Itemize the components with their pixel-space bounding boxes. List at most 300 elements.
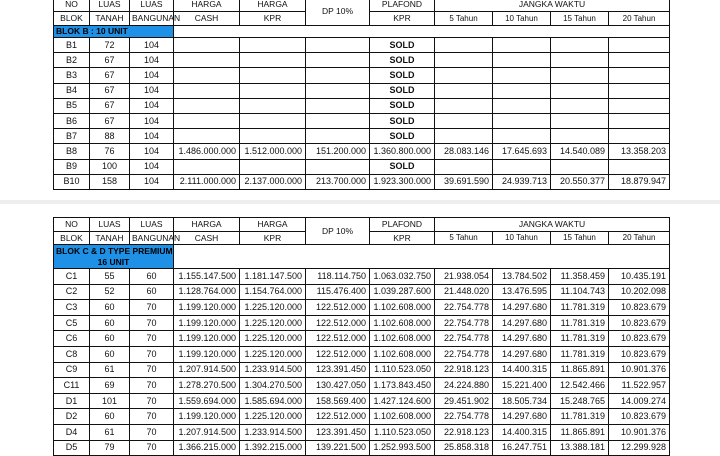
cell-luas-tanah: 61 xyxy=(90,424,130,440)
cell-15-tahun: 14.540.089 xyxy=(551,144,609,159)
price-table-blok-c-d xyxy=(53,217,670,456)
cell-no: B6 xyxy=(54,113,90,128)
block-title: BLOK B : 10 UNIT xyxy=(54,26,174,38)
cell-dp: 151.200.000 xyxy=(306,144,370,159)
cell-luas-tanah: 72 xyxy=(90,38,130,53)
header-blok: BLOK xyxy=(54,12,90,26)
cell-15-tahun: 13.388.181 xyxy=(551,440,609,456)
table-row xyxy=(54,53,670,68)
cell-10-tahun: 15.221.400 xyxy=(493,378,551,394)
table-row xyxy=(54,129,670,144)
cell-10-tahun xyxy=(493,68,551,83)
cell-15-tahun xyxy=(551,159,609,174)
cell-dp: 122.512.000 xyxy=(306,300,370,316)
header-luas-tanah: LUAS xyxy=(90,0,130,12)
cell-15-tahun: 11.358.459 xyxy=(551,269,609,285)
cell-harga-cash xyxy=(174,159,240,174)
cell-harga-cash xyxy=(174,129,240,144)
table-row xyxy=(54,83,670,98)
cell-5-tahun xyxy=(435,129,493,144)
table-row xyxy=(54,300,670,316)
cell-luas-tanah: 79 xyxy=(90,440,130,456)
cell-dp: 122.512.000 xyxy=(306,331,370,347)
cell-luas-bangunan: 104 xyxy=(130,53,174,68)
header-10-tahun: 10 Tahun xyxy=(493,232,551,245)
cell-20-tahun: 14.009.274 xyxy=(609,393,670,409)
cell-harga-cash xyxy=(174,68,240,83)
cell-5-tahun: 22.754.778 xyxy=(435,315,493,331)
cell-15-tahun: 11.781.319 xyxy=(551,315,609,331)
header-cash: CASH xyxy=(174,232,240,245)
cell-10-tahun xyxy=(493,98,551,113)
cell-harga-kpr: 1.154.764.000 xyxy=(240,284,306,300)
cell-5-tahun: 22.754.778 xyxy=(435,346,493,362)
cell-20-tahun: 10.901.376 xyxy=(609,424,670,440)
cell-luas-bangunan: 60 xyxy=(130,284,174,300)
cell-luas-tanah: 60 xyxy=(90,315,130,331)
cell-15-tahun: 11.781.319 xyxy=(551,300,609,316)
cell-plafond-kpr: SOLD xyxy=(370,53,435,68)
table-row xyxy=(54,68,670,83)
cell-dp xyxy=(306,53,370,68)
cell-20-tahun: 10.823.679 xyxy=(609,331,670,347)
cell-harga-kpr: 1.512.000.000 xyxy=(240,144,306,159)
cell-harga-cash: 1.155.147.500 xyxy=(174,269,240,285)
cell-harga-cash xyxy=(174,53,240,68)
cell-20-tahun xyxy=(609,98,670,113)
header-no: NO xyxy=(54,0,90,12)
block-title-line-1: BLOK C & D TYPE PREMIUM xyxy=(56,245,173,256)
cell-no: C2 xyxy=(54,284,90,300)
cell-harga-kpr xyxy=(240,159,306,174)
header-15-tahun: 15 Tahun xyxy=(551,232,609,245)
cell-dp: 115.476.400 xyxy=(306,284,370,300)
cell-5-tahun: 22.918.123 xyxy=(435,362,493,378)
cell-15-tahun: 12.542.466 xyxy=(551,378,609,394)
cell-plafond-kpr: 1.923.300.000 xyxy=(370,174,435,189)
cell-no: C5 xyxy=(54,315,90,331)
cell-no: C9 xyxy=(54,362,90,378)
cell-10-tahun: 14.400.315 xyxy=(493,424,551,440)
cell-luas-bangunan: 104 xyxy=(130,129,174,144)
cell-dp: 130.427.050 xyxy=(306,378,370,394)
cell-luas-tanah: 88 xyxy=(90,129,130,144)
cell-harga-cash: 1.199.120.000 xyxy=(174,409,240,425)
cell-luas-bangunan: 70 xyxy=(130,300,174,316)
cell-luas-bangunan: 104 xyxy=(130,98,174,113)
price-table-blok-b xyxy=(53,0,670,190)
cell-plafond-kpr: 1.360.800.000 xyxy=(370,144,435,159)
cell-luas-bangunan: 70 xyxy=(130,362,174,378)
cell-5-tahun xyxy=(435,38,493,53)
cell-plafond-kpr: 1.252.993.500 xyxy=(370,440,435,456)
cell-luas-tanah: 67 xyxy=(90,98,130,113)
cell-10-tahun xyxy=(493,159,551,174)
header-jangka-waktu: JANGKA WAKTU xyxy=(435,218,670,232)
table-row xyxy=(54,284,670,300)
cell-dp: 213.700.000 xyxy=(306,174,370,189)
cell-10-tahun xyxy=(493,83,551,98)
header-5-tahun: 5 Tahun xyxy=(435,232,493,245)
cell-20-tahun: 12.299.928 xyxy=(609,440,670,456)
cell-dp xyxy=(306,98,370,113)
cell-5-tahun: 39.691.590 xyxy=(435,174,493,189)
cell-no: C11 xyxy=(54,378,90,394)
cell-luas-tanah: 60 xyxy=(90,300,130,316)
cell-harga-cash: 1.199.120.000 xyxy=(174,346,240,362)
cell-plafond-kpr: 1.102.608.000 xyxy=(370,300,435,316)
cell-harga-kpr: 1.225.120.000 xyxy=(240,315,306,331)
table-row xyxy=(54,38,670,53)
cell-15-tahun xyxy=(551,83,609,98)
cell-no: D5 xyxy=(54,440,90,456)
cell-luas-tanah: 67 xyxy=(90,83,130,98)
cell-5-tahun: 21.448.020 xyxy=(435,284,493,300)
cell-20-tahun: 10.823.679 xyxy=(609,300,670,316)
cell-plafond-kpr: SOLD xyxy=(370,38,435,53)
cell-dp: 122.512.000 xyxy=(306,409,370,425)
cell-10-tahun: 14.297.680 xyxy=(493,346,551,362)
cell-luas-tanah: 158 xyxy=(90,174,130,189)
cell-10-tahun: 14.400.315 xyxy=(493,362,551,378)
cell-15-tahun: 11.865.891 xyxy=(551,424,609,440)
cell-10-tahun: 16.247.751 xyxy=(493,440,551,456)
cell-plafond-kpr: 1.102.608.000 xyxy=(370,315,435,331)
cell-harga-cash: 1.366.215.000 xyxy=(174,440,240,456)
cell-5-tahun xyxy=(435,83,493,98)
cell-luas-tanah: 60 xyxy=(90,346,130,362)
cell-dp xyxy=(306,129,370,144)
header-cash: CASH xyxy=(174,12,240,26)
cell-10-tahun xyxy=(493,53,551,68)
cell-no: B1 xyxy=(54,38,90,53)
cell-dp: 139.221.500 xyxy=(306,440,370,456)
cell-10-tahun: 13.784.502 xyxy=(493,269,551,285)
cell-15-tahun: 11.865.891 xyxy=(551,362,609,378)
header-luas-bangunan: LUAS xyxy=(130,0,174,12)
table-row xyxy=(54,98,670,113)
cell-dp: 123.391.450 xyxy=(306,424,370,440)
cell-5-tahun xyxy=(435,159,493,174)
header-harga-kpr: HARGA xyxy=(240,0,306,12)
header-jangka-waktu: JANGKA WAKTU xyxy=(435,0,670,12)
cell-20-tahun: 10.901.376 xyxy=(609,362,670,378)
cell-harga-kpr xyxy=(240,113,306,128)
cell-15-tahun: 11.104.743 xyxy=(551,284,609,300)
cell-15-tahun xyxy=(551,113,609,128)
cell-20-tahun: 10.823.679 xyxy=(609,346,670,362)
table-row xyxy=(54,378,670,394)
cell-5-tahun xyxy=(435,68,493,83)
table-row xyxy=(54,159,670,174)
header-20-tahun: 20 Tahun xyxy=(609,232,670,245)
cell-luas-tanah: 52 xyxy=(90,284,130,300)
cell-plafond-kpr: 1.102.608.000 xyxy=(370,331,435,347)
table-row xyxy=(54,362,670,378)
cell-10-tahun: 14.297.680 xyxy=(493,409,551,425)
cell-harga-kpr: 1.585.694.000 xyxy=(240,393,306,409)
cell-luas-bangunan: 104 xyxy=(130,144,174,159)
cell-harga-kpr: 1.225.120.000 xyxy=(240,409,306,425)
cell-harga-kpr: 1.225.120.000 xyxy=(240,346,306,362)
cell-harga-kpr: 1.181.147.500 xyxy=(240,269,306,285)
header-plafond: PLAFOND xyxy=(370,218,435,232)
cell-harga-cash xyxy=(174,83,240,98)
cell-no: D4 xyxy=(54,424,90,440)
cell-luas-bangunan: 60 xyxy=(130,269,174,285)
cell-dp xyxy=(306,159,370,174)
table-row xyxy=(54,440,670,456)
cell-harga-cash xyxy=(174,38,240,53)
cell-luas-tanah: 67 xyxy=(90,53,130,68)
cell-10-tahun: 17.645.693 xyxy=(493,144,551,159)
table-row xyxy=(54,113,670,128)
cell-10-tahun xyxy=(493,129,551,144)
cell-no: D2 xyxy=(54,409,90,425)
cell-5-tahun: 24.224.880 xyxy=(435,378,493,394)
cell-20-tahun xyxy=(609,113,670,128)
cell-harga-kpr xyxy=(240,83,306,98)
header-plafond: PLAFOND xyxy=(370,0,435,12)
cell-15-tahun: 20.550.377 xyxy=(551,174,609,189)
header-10-tahun: 10 Tahun xyxy=(493,12,551,26)
cell-5-tahun xyxy=(435,113,493,128)
header-harga-cash: HARGA xyxy=(174,0,240,12)
cell-plafond-kpr: SOLD xyxy=(370,68,435,83)
header-plafond-kpr: KPR xyxy=(370,12,435,26)
table-row xyxy=(54,331,670,347)
cell-luas-bangunan: 70 xyxy=(130,440,174,456)
cell-luas-bangunan: 70 xyxy=(130,409,174,425)
cell-5-tahun: 28.083.146 xyxy=(435,144,493,159)
cell-harga-kpr xyxy=(240,38,306,53)
cell-luas-tanah: 67 xyxy=(90,68,130,83)
cell-no: B2 xyxy=(54,53,90,68)
cell-harga-cash: 1.207.914.500 xyxy=(174,362,240,378)
cell-5-tahun: 29.451.902 xyxy=(435,393,493,409)
cell-plafond-kpr: SOLD xyxy=(370,83,435,98)
cell-luas-tanah: 100 xyxy=(90,159,130,174)
cell-luas-bangunan: 104 xyxy=(130,159,174,174)
cell-harga-kpr: 1.225.120.000 xyxy=(240,300,306,316)
cell-luas-bangunan: 70 xyxy=(130,315,174,331)
header-20-tahun: 20 Tahun xyxy=(609,12,670,26)
header-dp: DP 10% xyxy=(306,218,370,245)
header-luas-tanah: LUAS xyxy=(90,218,130,232)
cell-luas-bangunan: 104 xyxy=(130,68,174,83)
cell-harga-cash: 1.278.270.500 xyxy=(174,378,240,394)
cell-20-tahun: 10.435.191 xyxy=(609,269,670,285)
cell-harga-cash: 1.199.120.000 xyxy=(174,300,240,316)
cell-luas-bangunan: 70 xyxy=(130,346,174,362)
cell-harga-kpr xyxy=(240,68,306,83)
cell-5-tahun xyxy=(435,53,493,68)
cell-dp: 122.512.000 xyxy=(306,315,370,331)
cell-10-tahun: 14.297.680 xyxy=(493,300,551,316)
cell-plafond-kpr: 1.110.523.050 xyxy=(370,362,435,378)
cell-harga-cash: 2.111.000.000 xyxy=(174,174,240,189)
cell-harga-kpr: 1.304.270.500 xyxy=(240,378,306,394)
cell-no: B3 xyxy=(54,68,90,83)
cell-plafond-kpr: SOLD xyxy=(370,129,435,144)
cell-no: B4 xyxy=(54,83,90,98)
table-row xyxy=(54,424,670,440)
cell-10-tahun: 13.476.595 xyxy=(493,284,551,300)
cell-luas-bangunan: 104 xyxy=(130,38,174,53)
cell-5-tahun xyxy=(435,98,493,113)
cell-20-tahun: 10.823.679 xyxy=(609,315,670,331)
cell-no: D1 xyxy=(54,393,90,409)
cell-dp xyxy=(306,68,370,83)
cell-5-tahun: 21.938.054 xyxy=(435,269,493,285)
cell-luas-bangunan: 104 xyxy=(130,83,174,98)
cell-20-tahun xyxy=(609,129,670,144)
cell-luas-tanah: 67 xyxy=(90,113,130,128)
cell-luas-tanah: 76 xyxy=(90,144,130,159)
cell-10-tahun xyxy=(493,38,551,53)
cell-luas-bangunan: 70 xyxy=(130,424,174,440)
header-15-tahun: 15 Tahun xyxy=(551,12,609,26)
cell-dp xyxy=(306,83,370,98)
cell-15-tahun: 11.781.319 xyxy=(551,409,609,425)
header-dp: DP 10% xyxy=(306,0,370,26)
cell-20-tahun xyxy=(609,159,670,174)
cell-plafond-kpr: 1.110.523.050 xyxy=(370,424,435,440)
cell-dp xyxy=(306,113,370,128)
cell-15-tahun xyxy=(551,38,609,53)
cell-harga-cash: 1.199.120.000 xyxy=(174,331,240,347)
header-5-tahun: 5 Tahun xyxy=(435,12,493,26)
cell-15-tahun: 11.781.319 xyxy=(551,331,609,347)
header-tanah: TANAH xyxy=(90,232,130,245)
cell-15-tahun xyxy=(551,53,609,68)
cell-plafond-kpr: 1.427.124.600 xyxy=(370,393,435,409)
cell-dp: 118.114.750 xyxy=(306,269,370,285)
cell-harga-cash xyxy=(174,113,240,128)
cell-harga-kpr xyxy=(240,53,306,68)
cell-luas-bangunan: 104 xyxy=(130,174,174,189)
cell-20-tahun: 10.202.098 xyxy=(609,284,670,300)
cell-no: B9 xyxy=(54,159,90,174)
cell-luas-tanah: 55 xyxy=(90,269,130,285)
header-tanah: TANAH xyxy=(90,12,130,26)
cell-plafond-kpr: 1.063.032.750 xyxy=(370,269,435,285)
table-row xyxy=(54,269,670,285)
cell-5-tahun: 25.858.318 xyxy=(435,440,493,456)
header-kpr: KPR xyxy=(240,12,306,26)
header-blok: BLOK xyxy=(54,232,90,245)
header-luas-bangunan: LUAS xyxy=(130,218,174,232)
table-row xyxy=(54,144,670,159)
cell-luas-tanah: 60 xyxy=(90,331,130,347)
cell-5-tahun: 22.754.778 xyxy=(435,300,493,316)
header-bangunan: BANGUNAN xyxy=(130,12,174,26)
cell-harga-cash xyxy=(174,98,240,113)
header-harga-kpr: HARGA xyxy=(240,218,306,232)
cell-dp: 123.391.450 xyxy=(306,362,370,378)
cell-harga-cash: 1.128.764.000 xyxy=(174,284,240,300)
cell-15-tahun: 11.781.319 xyxy=(551,346,609,362)
cell-10-tahun: 24.939.713 xyxy=(493,174,551,189)
header-plafond-kpr: KPR xyxy=(370,232,435,245)
cell-15-tahun: 15.248.765 xyxy=(551,393,609,409)
cell-10-tahun: 18.505.734 xyxy=(493,393,551,409)
cell-20-tahun: 10.823.679 xyxy=(609,409,670,425)
cell-plafond-kpr: SOLD xyxy=(370,98,435,113)
table-row xyxy=(54,409,670,425)
cell-dp: 122.512.000 xyxy=(306,346,370,362)
cell-luas-tanah: 61 xyxy=(90,362,130,378)
cell-plafond-kpr: 1.102.608.000 xyxy=(370,346,435,362)
cell-no: C1 xyxy=(54,269,90,285)
cell-plafond-kpr: SOLD xyxy=(370,159,435,174)
header-bangunan: BANGUNAN xyxy=(130,232,174,245)
cell-5-tahun: 22.754.778 xyxy=(435,409,493,425)
cell-20-tahun: 18.879.947 xyxy=(609,174,670,189)
cell-10-tahun xyxy=(493,113,551,128)
cell-harga-cash: 1.559.694.000 xyxy=(174,393,240,409)
cell-luas-bangunan: 104 xyxy=(130,113,174,128)
cell-harga-kpr: 1.233.914.500 xyxy=(240,362,306,378)
cell-harga-kpr: 1.233.914.500 xyxy=(240,424,306,440)
cell-no: C6 xyxy=(54,331,90,347)
cell-luas-bangunan: 70 xyxy=(130,393,174,409)
cell-15-tahun xyxy=(551,68,609,83)
cell-no: C8 xyxy=(54,346,90,362)
cell-luas-bangunan: 70 xyxy=(130,331,174,347)
cell-20-tahun: 13.358.203 xyxy=(609,144,670,159)
cell-10-tahun: 14.297.680 xyxy=(493,331,551,347)
cell-luas-tanah: 69 xyxy=(90,378,130,394)
cell-harga-cash: 1.207.914.500 xyxy=(174,424,240,440)
cell-20-tahun xyxy=(609,53,670,68)
cell-no: B7 xyxy=(54,129,90,144)
header-no: NO xyxy=(54,218,90,232)
cell-no: B8 xyxy=(54,144,90,159)
table-row xyxy=(54,174,670,189)
cell-10-tahun: 14.297.680 xyxy=(493,315,551,331)
cell-5-tahun: 22.754.778 xyxy=(435,331,493,347)
cell-harga-kpr xyxy=(240,98,306,113)
block-title-line-2: 16 UNIT xyxy=(97,256,130,267)
table-row xyxy=(54,346,670,362)
cell-20-tahun xyxy=(609,83,670,98)
cell-harga-kpr xyxy=(240,129,306,144)
header-kpr: KPR xyxy=(240,232,306,245)
cell-20-tahun xyxy=(609,68,670,83)
cell-harga-kpr: 1.225.120.000 xyxy=(240,331,306,347)
cell-plafond-kpr: SOLD xyxy=(370,113,435,128)
cell-20-tahun xyxy=(609,38,670,53)
cell-no: C3 xyxy=(54,300,90,316)
cell-no: B10 xyxy=(54,174,90,189)
cell-15-tahun xyxy=(551,98,609,113)
cell-harga-kpr: 2.137.000.000 xyxy=(240,174,306,189)
cell-no: B5 xyxy=(54,98,90,113)
cell-harga-cash: 1.486.000.000 xyxy=(174,144,240,159)
cell-5-tahun: 22.918.123 xyxy=(435,424,493,440)
cell-dp xyxy=(306,38,370,53)
section-divider xyxy=(0,200,720,204)
cell-luas-tanah: 60 xyxy=(90,409,130,425)
cell-15-tahun xyxy=(551,129,609,144)
cell-20-tahun: 11.522.957 xyxy=(609,378,670,394)
table-row xyxy=(54,315,670,331)
cell-harga-cash: 1.199.120.000 xyxy=(174,315,240,331)
header-harga-cash: HARGA xyxy=(174,218,240,232)
cell-dp: 158.569.400 xyxy=(306,393,370,409)
table-row xyxy=(54,393,670,409)
